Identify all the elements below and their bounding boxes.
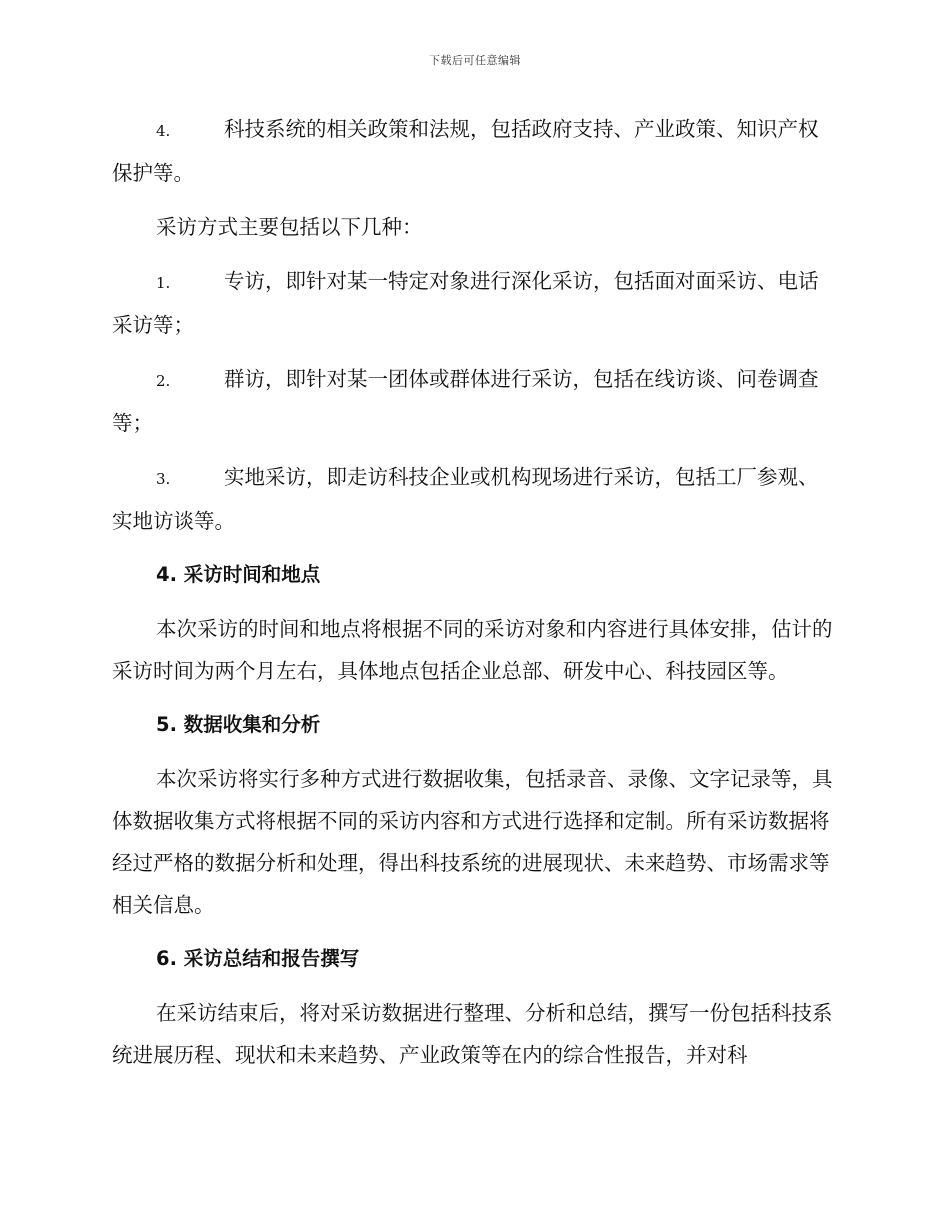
section-paragraph-time-location: 本次采访的时间和地点将根据不同的采访对象和内容进行具体安排，估计的采访时间为两个月左右，具体地点包括企业总部、研发中心、科技园区等。: [112, 617, 833, 683]
section-heading-data-analysis: 5. 数据收集和分析: [156, 713, 321, 736]
list-item-text: 专访，即针对某一特定对象进行深化采访，包括面对面采访、电话采访等；: [112, 269, 819, 337]
list-item-method-1: [112, 260, 834, 346]
section-paragraph-report: 在采访结束后，将对采访数据进行整理、分析和总结，撰写一份包括科技系统进展历程、现状和未来趋势、产业政策等在内的综合性报告，并对科: [112, 1001, 833, 1067]
list-number: 3.: [156, 470, 171, 488]
section-heading-time-location: 4. 采访时间和地点: [156, 563, 321, 586]
list-item-method-3: [112, 456, 834, 542]
list-item-policy: [112, 108, 834, 194]
list-item-method-2: [112, 358, 834, 444]
interview-methods-intro: 采访方式主要包括以下几种：: [156, 215, 423, 239]
list-item-text: 科技系统的相关政策和法规，包括政府支持、产业政策、知识产权保护等。: [112, 117, 819, 185]
document-body: [112, 108, 834, 1088]
section-paragraph-data-analysis: 本次采访将实行多种方式进行数据收集，包括录音、录像、文字记录等，具体数据收集方式将根据不同的采访内容和方式进行选择和定制。所有采访数据将经过严格的数据分析和处理，得出科技系统的进展现状、未来趋势、市场需求等相关信息。: [112, 767, 833, 917]
list-item-text: 实地采访，即走访科技企业或机构现场进行采访，包括工厂参观、实地访谈等。: [112, 465, 819, 533]
list-number: 2.: [156, 372, 171, 390]
list-number: 1.: [156, 274, 171, 292]
list-item-text: 群访，即针对某一团体或群体进行采访，包括在线访谈、问卷调查等；: [112, 367, 819, 435]
section-heading-report: 6. 采访总结和报告撰写: [156, 947, 360, 970]
page-header: 下载后可任意编辑: [429, 54, 521, 67]
list-number: 4.: [156, 122, 171, 140]
